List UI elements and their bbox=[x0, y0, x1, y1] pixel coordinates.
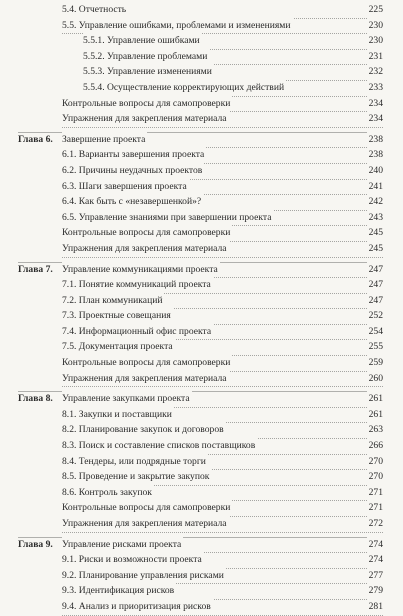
toc-entry-row bbox=[0, 438, 403, 454]
entry-title: 9.3. Идентификация рисков bbox=[62, 583, 176, 599]
page-number: 241 bbox=[367, 179, 383, 195]
page-number: 277 bbox=[367, 568, 383, 584]
toc-entry-row bbox=[0, 516, 403, 532]
entry-title: Управление рисками проекта bbox=[62, 537, 183, 553]
page-number: 281 bbox=[367, 599, 383, 615]
toc-entry-row bbox=[0, 568, 403, 584]
page-number: 247 bbox=[367, 277, 383, 293]
toc-entry-row bbox=[0, 277, 403, 293]
table-of-contents bbox=[0, 2, 403, 615]
entry-title: Контрольные вопросы для самопроверки bbox=[62, 500, 232, 516]
entry-title: 5.5. Управление ошибками, проблемами и изменениями bbox=[62, 18, 293, 34]
toc-entry-row bbox=[0, 163, 403, 179]
chapter-number: Глава 6. bbox=[18, 133, 53, 145]
page-number: 233 bbox=[367, 80, 383, 96]
page-number: 252 bbox=[367, 308, 383, 324]
page-number: 270 bbox=[367, 469, 383, 485]
toc-entry-row bbox=[0, 96, 403, 112]
entry-title: 9.1. Риски и возможности проекта bbox=[62, 552, 204, 568]
toc-entry-row bbox=[0, 485, 403, 501]
entry-title: 9.2. Планирование управления рисками bbox=[62, 568, 226, 584]
toc-entry-row bbox=[0, 500, 403, 516]
toc-chapter-row bbox=[0, 391, 403, 407]
toc-entry-row bbox=[0, 339, 403, 355]
page-number: 230 bbox=[367, 18, 383, 34]
toc-chapter-row bbox=[0, 537, 403, 553]
toc-entry-row bbox=[0, 18, 403, 34]
entry-title: 8.6. Контроль закупок bbox=[62, 485, 154, 501]
toc-entry-row bbox=[0, 308, 403, 324]
toc-entry-row bbox=[0, 454, 403, 470]
entry-title: 6.5. Управление знаниями при завершении проекта bbox=[62, 210, 273, 226]
page-number: 255 bbox=[367, 339, 383, 355]
page-number: 225 bbox=[367, 2, 383, 18]
toc-entry-row bbox=[0, 371, 403, 387]
entry-title: Упражнения для закрепления материала bbox=[62, 516, 229, 532]
toc-entry-row bbox=[0, 225, 403, 241]
page-number: 271 bbox=[367, 500, 383, 516]
entry-title: 5.5.2. Управление проблемами bbox=[83, 49, 209, 65]
entry-title: Завершение проекта bbox=[62, 132, 147, 148]
entry-title: 5.5.3. Управление изменениями bbox=[83, 64, 214, 80]
page-number: 272 bbox=[367, 516, 383, 532]
entry-title: 6.1. Варианты завершения проекта bbox=[62, 147, 206, 163]
entry-title: Упражнения для закрепления материала bbox=[62, 111, 229, 127]
toc-entry-row bbox=[0, 583, 403, 599]
toc-entry-row bbox=[0, 552, 403, 568]
entry-title: Контрольные вопросы для самопроверки bbox=[62, 355, 232, 371]
toc-chapter-row bbox=[0, 132, 403, 148]
toc-entry-row bbox=[0, 111, 403, 127]
toc-entry-row bbox=[0, 422, 403, 438]
chapter-number: Глава 7. bbox=[18, 263, 53, 275]
page-number: 274 bbox=[367, 552, 383, 568]
entry-title: 7.1. Понятие коммуникаций проекта bbox=[62, 277, 213, 293]
page-number: 261 bbox=[367, 407, 383, 423]
toc-entry-row bbox=[0, 599, 403, 615]
toc-entry-row bbox=[0, 179, 403, 195]
page-number: 238 bbox=[367, 147, 383, 163]
toc-entry-row bbox=[0, 469, 403, 485]
page-number: 230 bbox=[367, 33, 383, 49]
page-number: 259 bbox=[367, 355, 383, 371]
toc-entry-row bbox=[0, 407, 403, 423]
page-number: 245 bbox=[367, 241, 383, 257]
entry-title: 6.3. Шаги завершения проекта bbox=[62, 179, 189, 195]
page-number: 234 bbox=[367, 96, 383, 112]
entry-title: 6.2. Причины неудачных проектов bbox=[62, 163, 204, 179]
page-number: 247 bbox=[367, 293, 383, 309]
entry-title: Контрольные вопросы для самопроверки bbox=[62, 96, 232, 112]
page-number: 238 bbox=[367, 132, 383, 148]
entry-title: Упражнения для закрепления материала bbox=[62, 371, 229, 387]
entry-title: 5.5.1. Управление ошибками bbox=[83, 33, 202, 49]
entry-title: 7.5. Документация проекта bbox=[62, 339, 175, 355]
page-number: 254 bbox=[367, 324, 383, 340]
toc-entry-row bbox=[0, 2, 403, 18]
toc-entry-row bbox=[0, 194, 403, 210]
toc-entry-row bbox=[0, 210, 403, 226]
entry-title: 7.3. Проектные совещания bbox=[62, 308, 173, 324]
chapter-number: Глава 8. bbox=[18, 393, 53, 405]
entry-title: Управление закупками проекта bbox=[62, 391, 192, 407]
toc-entry-row bbox=[0, 64, 403, 80]
entry-title: 8.4. Тендеры, или подрядные торги bbox=[62, 454, 208, 470]
entry-title: 8.2. Планирование закупок и договоров bbox=[62, 422, 226, 438]
entry-title: 9.4. Анализ и приоритизация рисков bbox=[62, 599, 213, 615]
toc-entry-row bbox=[0, 355, 403, 371]
toc-entry-row bbox=[0, 33, 403, 49]
entry-title: 8.5. Проведение и закрытие закупок bbox=[62, 469, 211, 485]
entry-title: 6.4. Как быть с «незавершенкой»? bbox=[62, 194, 203, 210]
toc-chapter-row bbox=[0, 262, 403, 278]
entry-title: Контрольные вопросы для самопроверки bbox=[62, 225, 232, 241]
entry-title: 7.4. Информационный офис проекта bbox=[62, 324, 213, 340]
toc-entry-row bbox=[0, 293, 403, 309]
page-number: 243 bbox=[367, 210, 383, 226]
page-number: 266 bbox=[367, 438, 383, 454]
page-number: 234 bbox=[367, 111, 383, 127]
entry-title: 8.3. Поиск и составление списков поставщиков bbox=[62, 438, 257, 454]
page-number: 279 bbox=[367, 583, 383, 599]
page-number: 270 bbox=[367, 454, 383, 470]
toc-entry-row bbox=[0, 324, 403, 340]
page-number: 263 bbox=[367, 422, 383, 438]
toc-entry-row bbox=[0, 49, 403, 65]
entry-title: 5.5.4. Осуществление корректирующих действий bbox=[83, 80, 286, 96]
page-number: 231 bbox=[367, 49, 383, 65]
toc-entry-row bbox=[0, 80, 403, 96]
page-number: 261 bbox=[367, 391, 383, 407]
toc-entry-row bbox=[0, 147, 403, 163]
toc-entry-row bbox=[0, 241, 403, 257]
entry-title: 7.2. План коммуникаций bbox=[62, 293, 164, 309]
entry-title: Упражнения для закрепления материала bbox=[62, 241, 229, 257]
page-number: 232 bbox=[367, 64, 383, 80]
page-number: 260 bbox=[367, 371, 383, 387]
page-number: 274 bbox=[367, 537, 383, 553]
page-number: 245 bbox=[367, 225, 383, 241]
page-number: 271 bbox=[367, 485, 383, 501]
page-number: 247 bbox=[367, 262, 383, 278]
chapter-number: Глава 9. bbox=[18, 538, 53, 550]
entry-title: 5.4. Отчетность bbox=[62, 2, 128, 18]
page-number: 242 bbox=[367, 194, 383, 210]
page-number: 240 bbox=[367, 163, 383, 179]
entry-title: Управление коммуникациями проекта bbox=[62, 262, 220, 278]
entry-title: 8.1. Закупки и поставщики bbox=[62, 407, 174, 423]
